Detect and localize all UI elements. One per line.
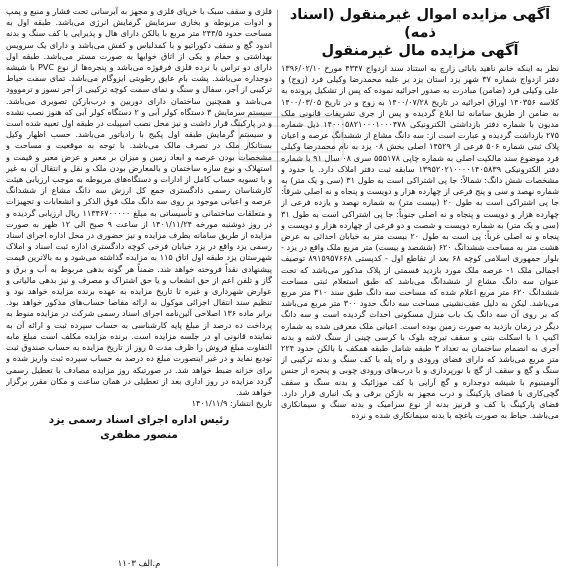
signature-title: رئیس اداره اجرای اسناد رسمی یزد: [48, 414, 230, 427]
notice-body-right: نظر به اینکه خانم ناهید بابائی زارچ به استناد سند ازدواج ۴۳۴۷ مورخ ۱۳۹۶/۰۲/۱۰ دفتر ازدواج شماره ۳۷ شهر یزد استان یزد بر علیه محمدرضا وکیلی فرد (زوج) و علی وکیلی فرد (ضامن) مبادرت به صدور اجرائیه نموده که پس از تشکیل پرونده به کلاسه ۱۴۰۳۵۶ اوراق اجرائیه در تاریخ ۱۴۰۰/۰۷/۲۸ به زوج و در تاریخ ۱۴۰۰/۰۳/۰۵ به ضامن از طریق سامانه ثنا ابلاغ گردیده و پس از جری تشریفات قانونی ملک مدیون با شماره دفتر بازداشتی الکترونیکی ۱۴۰۰۰۵۸۲۱۰۰۰۱۰۰۰۴۷۸ ذیل شماره ۲۷۵ بازداشت گردیده و عبارت است از: سه دانگ مشاع از ششدانگ عرصه و اعیان پلاک ثبتی شماره ۵۰۶ فرعی از ۱۴۵۲۹ اصلی بخش ۰۸ یزد به نام محمدرضا وکیلی فرد موضوع سند مالکیت اصلی به شماره چاپی ۵۵۵۱۷۸ سری ۰۸ سال ۹۱ با شماره دفتر الکترونیکی ۱۳۹۵۲۰۲۱۰۰۰۰۱۴۰۵۸۳۹ سابقه ثبت دفتر املاک دارد. با حدود و مشخصات شش دانگ: شمالاً: جا پی اشتراکی است به طول ۳۱ (سی و یک متر) به شماره نهصد و سی و پنج فرعی از چهارده هزار و دویست و پنجاه و نه اصلی شرقاً: جا پی اشتراکی است به طول ۲۰ (بیست متر) به شماره نهصد و یازده فرعی از چهارده هزار و دویست و پنجاه و نه اصلی جنوباً: جا پی اشتراکی است به طول ۳۱ (سی و یک متر) به شماره دویست و شصت و دو فرعی از چهارده هزار و دویست و پنجاه و نه اصلی غرباً: پی است به طول ۲۰ بیست متر به خیابان احداثی به عرض هشت متر به مساحت ششدانگ ۶۲۰ (ششصد و بیست) متر مربع ملک واقع در یزد - بلوار جمهوری اسلامی کوچه ۶۸ بعد از تقاطع اول - کدپستی ۸۹۱۵۹۵۷۶۶۸ توصیف اجمالی ملک ۱- عرصه ملک مورد بازدید قسمتی از پلاک مذکور می‌باشد که تحت عنوان سه دانگ مشاع از ششدانگ می‌باشد که طبق استعلام ثبتی مساحت ششدانگ ۶۲۰ متر مربع اعلام شده که مساحت سه دانگ طبق سند ۳۱۰ متر مربع می‌باشد. لیکن به دلیل عقب‌نشینی مساحت سه دانگ حدود ۳۰۰ متر مربع می‌باشد که بر روی آن سه دانگ یک باب منزل مسکونی احداث گردیده است و سه دانگ دیگر در زمان بازدید به صورت زمین بوده است. اعیانی ملک معرفی شده به شماره اکیپ ۱ با اسکلت بتنی و سقف تیرچه بلوک با کرسی چینی از سنگ لاشه و بدنه آجری به انضمام ساختمان به تعداد ۳ طبقه شامل طبقه همکف با بالکن حدود ۲۲۴ متر مربع می‌باشد که دارای فضای ورودی و راه پله با کف سنگ و بدنه ترکیبی از سنگ و گچ و سقف از گچ با نورپردازی و با درب‌های ورودی چوبی و پنجره از جنس آلومینیوم با شیشه دوجداره و گچ آرایی با کف موزائیک و بدنه سنگ و سقف گچی‌کاری با فضای پارکینگ و درب مجهز به بازکن برقی و یک انباری قرار دارد. فضای پارکینگ با کف و قرنیز بدنه از نوع سرامیک و بدنه سنگ و سیمانکاری می‌باشد. حیاط به صورت باغچه با بدنه سیمانکاری شده و نرده: [281, 63, 559, 421]
newspaper-notice: [6, 6, 559, 570]
notice-title-secondary: آگهی مزایده مال غیرمنقول: [321, 43, 519, 59]
signature-name: منصور مظفری: [100, 429, 178, 442]
footer-code: م.الف ۱۱۰۳: [117, 558, 161, 569]
left-column: [6, 6, 272, 570]
notice-title-primary: آگهی مزایده اموال غیرمنقول (اسناد ذمه): [289, 7, 551, 41]
publication-date: تاریخ انتشار: ۱۴۰۱/۱۱/۹: [191, 398, 272, 409]
signature-block: [6, 413, 272, 443]
notice-body-left: فلزی و سقف سبک با خرپای فلزی و مجهز به آبرسانی تحت فشار و منبع و پمپ و ادوات مربوطه و بخاری سرمایش گرمایش انرژی می‌باشد. طبقه اول به مساحت حدود ۲۴۴/۵ متر مربع با بالکن دارای هال و پذیرایی با کف سنگ و بدنه اندود گچ و سقف دکوراتیو و با کمدلباس و کفش می‌باشد و دارای یک سرویس بهداشتی و حمام و یکی از اتاق خوابها به صورت مستر می‌باشد. طبقه اول دارای دو تراس با نرده فلزی فرفوژه می‌باشد و پنجره‌ها از نوع PVC با شیشه دوجداره می‌باشد. پشت بام عایق رطوبتی ایزوگام می‌باشد. تمای سمت حیاط ترکیبی از آجر، سفال و سنگ و نمای سمت کوچه ترکیبی از آجر نسوز و ترمووود می‌باشد و همچنین ساختمان دارای دوربین و درب‌بازکن تصویری می‌باشد. سیستم سرمایش ۳ دستگاه کولر آبی و ۲ دستگاه کولر آبی که هنوز نصب نشده و در پارکینگ قرار داشت و نیز محل نصب اسپیلت در طبقه اول تعبیه شده است و سیستم گرمایش طبقه اول پکیج با رادیاتور می‌باشد. حسب اظهار وکیل بستانکار ملک در تصرف مالک می‌باشد. با توجه به موقعیت و مساحت و مشخصات بودن عرصه و ابعاد زمین و میزان بر معبر و عرض معبر و قیمت و استهلاک و نوع سازه ساختمان و بالمعارض بودن ملک و نقل و انتقال آن به غیر و با تسویه حساب کامل از ادارات و دستگاه‌های مربوطه به موجب ارزیابی هیئت کارشناسان رسمی دادگستری جمع کل ارزش سه دانگ مشاع از ششدانگ عرصه و اعیانی موجود بر روی سه دانگ ملک فوق الذکر و انشعابات و تجهیزات و متعلقات ساختمانی و تأسیساتی به مبلغ ۱۱۳۴۶۷۰۰۰۰۰ ریال ارزیابی گردیده و در روز دوشنبه مورخه ۱۴۰۱/۱۱/۲۴ از ساعت ۹ صبح الی ۱۲ ظهر به صورت مزایده از طریق سامانه بطرف مزایده و نیز حضوری در محل اداره اجرای اسناد رسمی یزد واقع در یزد خیابان فرخی کوچه دادگستری اداره ثبت اسناد و املاک شهرستان یزد طبقه اول اتاق ۱۱۵ به مزایده گذاشته می‌شود و به بالاترین قیمت پیشنهادی نقداً فروخته خواهد شد. ضمناً هر گونه بدهی مربوط به آب و برق و گاز و تلفن اعم از حق انشعاب و یا حق اشتراک و مصرف و نیز بدهی مالیاتی و عوارض شهرداری و غیره تا تاریخ مزایده به عهده برنده مزایده خواهد بود و تنظیم سند انتقال اجرائی موکول به ارائه مفاصا حساب‌های مذکور خواهد بود. برابر ماده ۱۳۶ اصلاحی آئین‌نامه اجرای اسناد رسمی شرکت در مزایده منوط به پرداخت ده درصد از مبلغ پایه کارشناسی به حساب سپرده ثبت و ارائه آن به نماینده قانونی او در جلسه مزایده است. برنده مزایده مکلف است مبلغ مابه التفاوت مبلغ فروش را ظرف مدت ۵ روز از تاریخ مزایده به حساب صندوق ثبت تودیع نماید و در غیر اینصورت مبلغ ده درصد به حساب سپرده ثبت واریز شده و برای خزانه ضبط خواهد شد. در صورتیکه روز مزایده مصادف با تعطیل رسمی گردد مزایده در روز اداری بعد از تعطیلی در همان ساعت و مکان مقرر برگزار خواهد شد.: [6, 6, 272, 397]
right-column: [281, 6, 559, 570]
column-divider: [277, 10, 278, 566]
